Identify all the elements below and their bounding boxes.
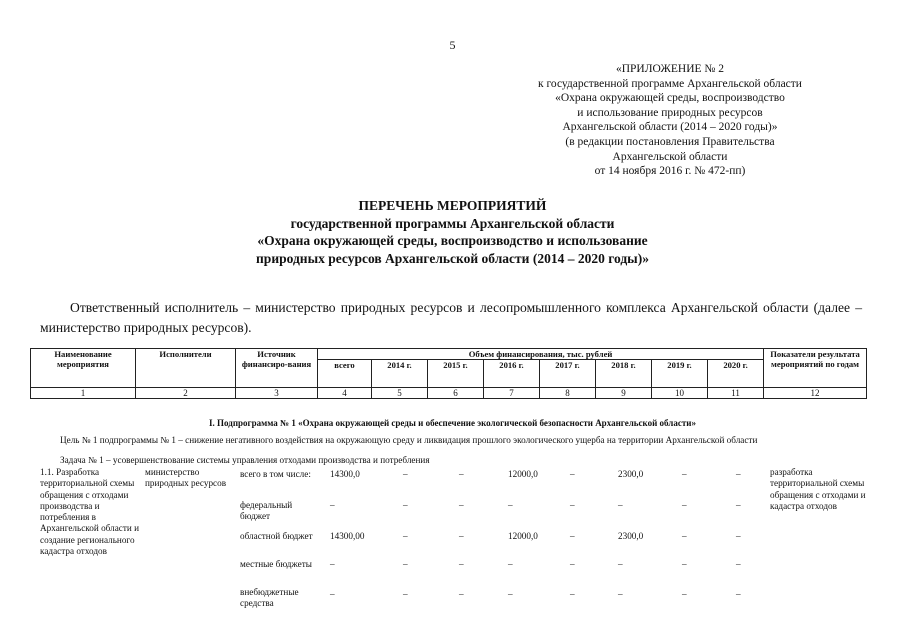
funding-value-cell: – bbox=[403, 531, 408, 541]
funding-value-cell: – bbox=[330, 559, 335, 569]
funding-value-cell: – bbox=[403, 589, 408, 599]
header-year: 2016 г. bbox=[484, 360, 540, 388]
header-total: всего bbox=[318, 360, 372, 388]
funding-value-cell: – bbox=[508, 589, 513, 599]
header-year: 2020 г. bbox=[708, 360, 764, 388]
funding-value-cell: – bbox=[570, 559, 575, 569]
header-executors: Исполнители bbox=[136, 349, 236, 388]
funding-value-cell: – bbox=[330, 500, 335, 510]
activity-name: 1.1. Разработка территориальной схемы обращения с отходами производства и потребления в Архангельской области и создание регионального кадастра отходов bbox=[40, 467, 140, 557]
funding-value-cell: – bbox=[682, 469, 687, 479]
funding-value-cell: – bbox=[736, 559, 741, 569]
funding-value-cell: – bbox=[682, 531, 687, 541]
funding-value-cell: – bbox=[508, 500, 513, 510]
header-year: 2015 г. bbox=[428, 360, 484, 388]
appendix-line: Архангельской области (2014 – 2020 годы)» bbox=[562, 121, 778, 134]
header-year: 2017 г. bbox=[540, 360, 596, 388]
funding-value-cell: 14300,00 bbox=[330, 531, 365, 541]
funding-value-cell: – bbox=[618, 589, 623, 599]
task-line: Задача № 1 – усовершенствование системы управления отходами производства и потребления bbox=[60, 455, 430, 465]
funding-source: областной бюджет bbox=[240, 531, 313, 541]
funding-value-cell: – bbox=[508, 559, 513, 569]
funding-value-cell: – bbox=[570, 589, 575, 599]
funding-value-cell: 12000,0 bbox=[508, 469, 538, 479]
funding-value-cell: – bbox=[403, 500, 408, 510]
column-number: 10 bbox=[652, 388, 708, 399]
funding-source: всего в том числе: bbox=[240, 469, 311, 479]
subprogram-heading: I. Подпрограмма № 1 «Охрана окружающей среды и обеспечение экологической безопасности Архангельской области» bbox=[209, 418, 696, 428]
column-number: 1 bbox=[31, 388, 136, 399]
column-number: 4 bbox=[318, 388, 372, 399]
appendix-line: (в редакции постановления Правительства bbox=[565, 135, 775, 148]
funding-value-cell: 12000,0 bbox=[508, 531, 538, 541]
appendix-line: «ПРИЛОЖЕНИЕ № 2 bbox=[615, 63, 724, 75]
funding-value-cell: – bbox=[618, 500, 623, 510]
funding-value-cell: – bbox=[459, 531, 464, 541]
appendix-line: «Охрана окружающей среды, воспроизводство bbox=[555, 92, 785, 105]
column-number: 12 bbox=[764, 388, 867, 399]
appendix-line: и использование природных ресурсов bbox=[577, 106, 763, 119]
header-year: 2018 г. bbox=[596, 360, 652, 388]
column-number: 5 bbox=[372, 388, 428, 399]
funding-source: внебюджетные средства bbox=[240, 587, 299, 609]
goal-line: Цель № 1 подпрограммы № 1 – снижение негативного воздействия на окружающую среду и ликвидация прошлого экологического ущерба на территории Архангельской области bbox=[60, 435, 758, 445]
header-results: Показатели результата мероприятий по годам bbox=[764, 349, 867, 388]
column-number: 8 bbox=[540, 388, 596, 399]
column-number: 2 bbox=[136, 388, 236, 399]
responsible-executor-paragraph: Ответственный исполнитель – министерство природных ресурсов и лесопромышленного комплекса Архангельской области (далее – министерство природных ресурсов). bbox=[40, 300, 862, 335]
funding-value-cell: – bbox=[570, 500, 575, 510]
funding-value-cell: – bbox=[618, 559, 623, 569]
appendix-line: к государственной программе Архангельской области bbox=[538, 77, 802, 90]
appendix-block bbox=[520, 62, 820, 179]
funding-value-cell: – bbox=[403, 559, 408, 569]
funding-value-cell: 2300,0 bbox=[618, 469, 644, 479]
funding-source: местные бюджеты bbox=[240, 559, 312, 569]
funding-value-cell: – bbox=[682, 559, 687, 569]
title-line: «Охрана окружающей среды, воспроизводство и использование bbox=[257, 233, 648, 248]
column-number: 7 bbox=[484, 388, 540, 399]
column-number: 11 bbox=[708, 388, 764, 399]
header-funding-volume: Объем финансирования, тыс. рублей bbox=[318, 349, 764, 360]
document-title bbox=[0, 197, 905, 267]
title-line: государственной программы Архангельской области bbox=[290, 215, 615, 231]
page-number: 5 bbox=[449, 38, 456, 52]
activity-executor: министерство природных ресурсов bbox=[145, 467, 227, 489]
funding-value-cell: – bbox=[736, 469, 741, 479]
column-number: 6 bbox=[428, 388, 484, 399]
title-line: ПЕРЕЧЕНЬ МЕРОПРИЯТИЙ bbox=[358, 198, 547, 213]
funding-value-cell: – bbox=[459, 469, 464, 479]
appendix-line: Архангельской области bbox=[612, 150, 728, 163]
funding-value-cell: 2300,0 bbox=[618, 531, 644, 541]
funding-value-cell: – bbox=[736, 531, 741, 541]
header-year: 2019 г. bbox=[652, 360, 708, 388]
activity-result: разработка территориальной схемы обращения с отходами и кадастра отходов bbox=[770, 467, 866, 511]
column-number: 3 bbox=[236, 388, 318, 399]
title-line: природных ресурсов Архангельской области (2014 – 2020 годы)» bbox=[256, 250, 649, 266]
funding-value-cell: – bbox=[330, 589, 335, 599]
funding-value-cell: – bbox=[459, 500, 464, 510]
funding-value-cell: – bbox=[459, 559, 464, 569]
funding-value-cell: – bbox=[736, 589, 741, 599]
activities-table-header bbox=[30, 348, 867, 399]
header-year: 2014 г. bbox=[372, 360, 428, 388]
appendix-line: от 14 ноября 2016 г. № 472-пп) bbox=[594, 165, 746, 178]
header-funding-source: Источник финансиро-вания bbox=[236, 349, 318, 388]
funding-value-cell: 14300,0 bbox=[330, 469, 360, 479]
funding-value-cell: – bbox=[403, 469, 408, 479]
header-activity-name: Наименование мероприятия bbox=[31, 349, 136, 388]
funding-value-cell: – bbox=[459, 589, 464, 599]
funding-value-cell: – bbox=[736, 500, 741, 510]
column-number: 9 bbox=[596, 388, 652, 399]
funding-value-cell: – bbox=[570, 531, 575, 541]
funding-value-cell: – bbox=[682, 589, 687, 599]
funding-value-cell: – bbox=[682, 500, 687, 510]
funding-value-cell: – bbox=[570, 469, 575, 479]
funding-source: федеральный бюджет bbox=[240, 500, 293, 522]
